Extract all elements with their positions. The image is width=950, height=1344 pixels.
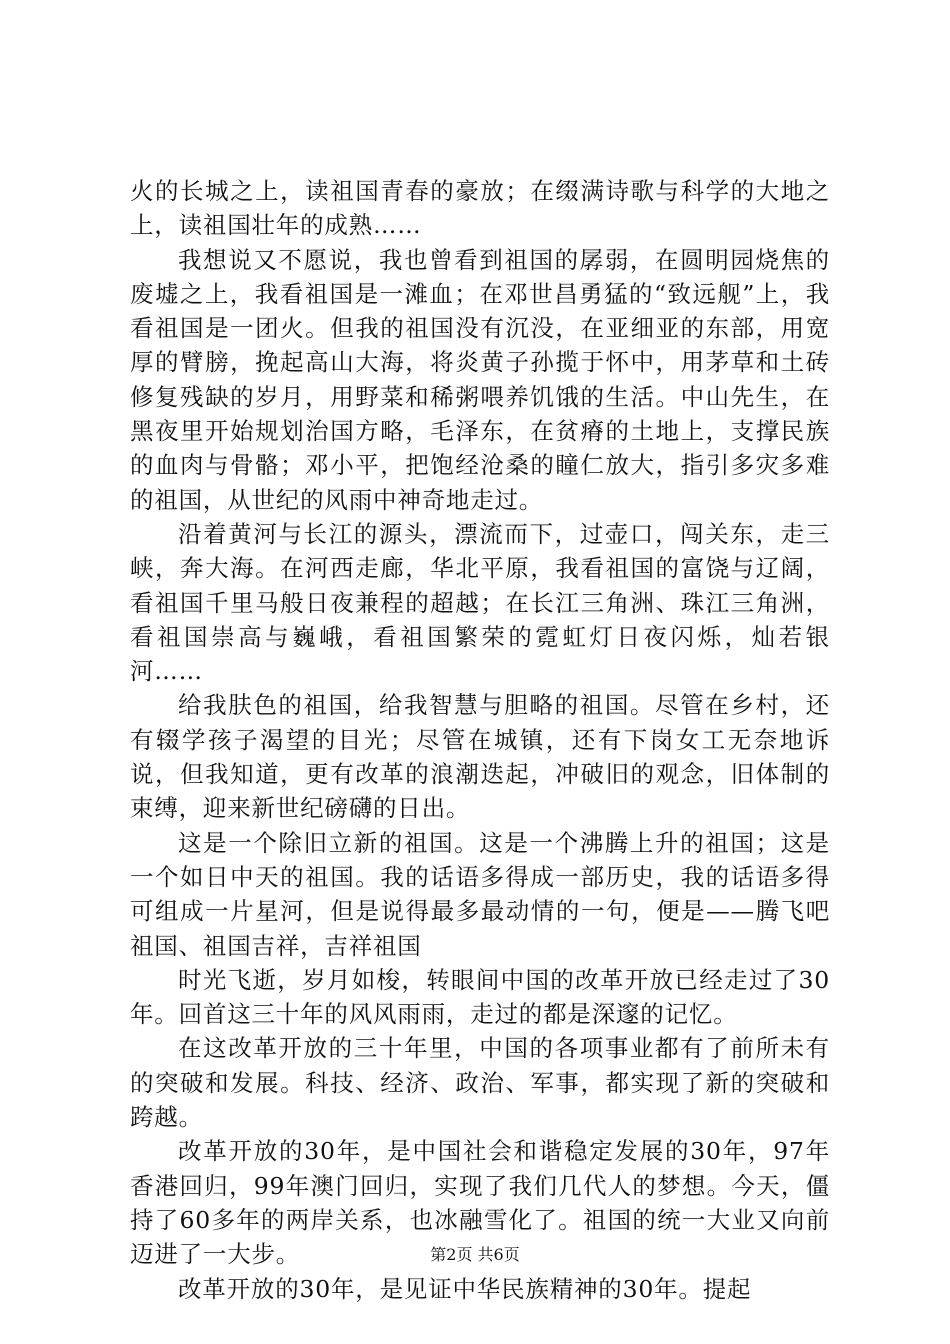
paragraph: 在这改革开放的三十年里，中国的各项事业都有了前所未有的突破和发展。科技、经济、政治、军事，都实现了新的突破和跨越。 — [130, 1034, 830, 1132]
paragraph: 时光飞逝，岁月如梭，转眼间中国的改革开放已经走过了30年。回首这三十年的风风雨雨，走过的都是深邃的记忆。 — [130, 965, 830, 1029]
paragraph: 这是一个除旧立新的祖国。这是一个沸腾上升的祖国；这是一个如日中天的祖国。我的话语多得成一部历史，我的话语多得可组成一片星河，但是说得最多最动情的一句，便是——腾飞吧祖国、祖国吉祥，吉祥祖国 — [130, 828, 830, 960]
paragraph: 火的长城之上，读祖国青春的豪放；在缀满诗歌与科学的大地之上，读祖国壮年的成熟…… — [130, 177, 830, 240]
page-number-footer: 第2页 共6页 — [430, 1245, 520, 1264]
paragraph: 改革开放的30年，是中国社会和谐稳定发展的30年，97年香港回归，99年澳门回归，实现了我们几代人的梦想。今天，僵持了60多年的两岸关系，也冰融雪化了。祖国的统一大业又向前迈进了一大步。 — [130, 1137, 830, 1269]
paragraph: 给我肤色的祖国，给我智慧与胆略的祖国。尽管在乡村，还有辍学孩子渴望的目光；尽管在城镇，还有下岗女工无奈地诉说，但我知道，更有改革的浪潮迭起，冲破旧的观念，旧体制的束缚，迎来新世纪磅礴的日出。 — [130, 691, 830, 823]
paragraph: 改革开放的30年，是见证中华民族精神的30年。提起 — [178, 1274, 752, 1303]
paragraph: 我想说又不愿说，我也曾看到祖国的孱弱，在圆明园烧焦的废墟之上，我看祖国是一滩血；在邓世昌勇猛的“致远舰”上，我看祖国是一团火。但我的祖国没有沉没，在亚细亚的东部，用宽厚的臂膀，挽起高山大海，将炎黄子孙揽于怀中，用茅草和土砖修复残缺的岁月，用野菜和稀粥喂养饥饿的生活。中山先生，在黑夜里开始规划治国方略，毛泽东，在贫瘠的土地上，支撑民族的血肉与骨骼；邓小平，把饱经沧桑的瞳仁放大，指引多灾多难的祖国，从世纪的风雨中神奇地走过。 — [130, 245, 830, 514]
paragraph: 沿着黄河与长江的源头，漂流而下，过壶口，闯关东，走三峡，奔大海。在河西走廊，华北平原，我看祖国的富饶与辽阔，看祖国千里马般日夜兼程的超越；在长江三角洲、珠江三角洲，看祖国崇高与巍峨，看祖国繁荣的霓虹灯日夜闪烁，灿若银河…… — [130, 519, 830, 686]
document-body — [130, 174, 830, 1306]
